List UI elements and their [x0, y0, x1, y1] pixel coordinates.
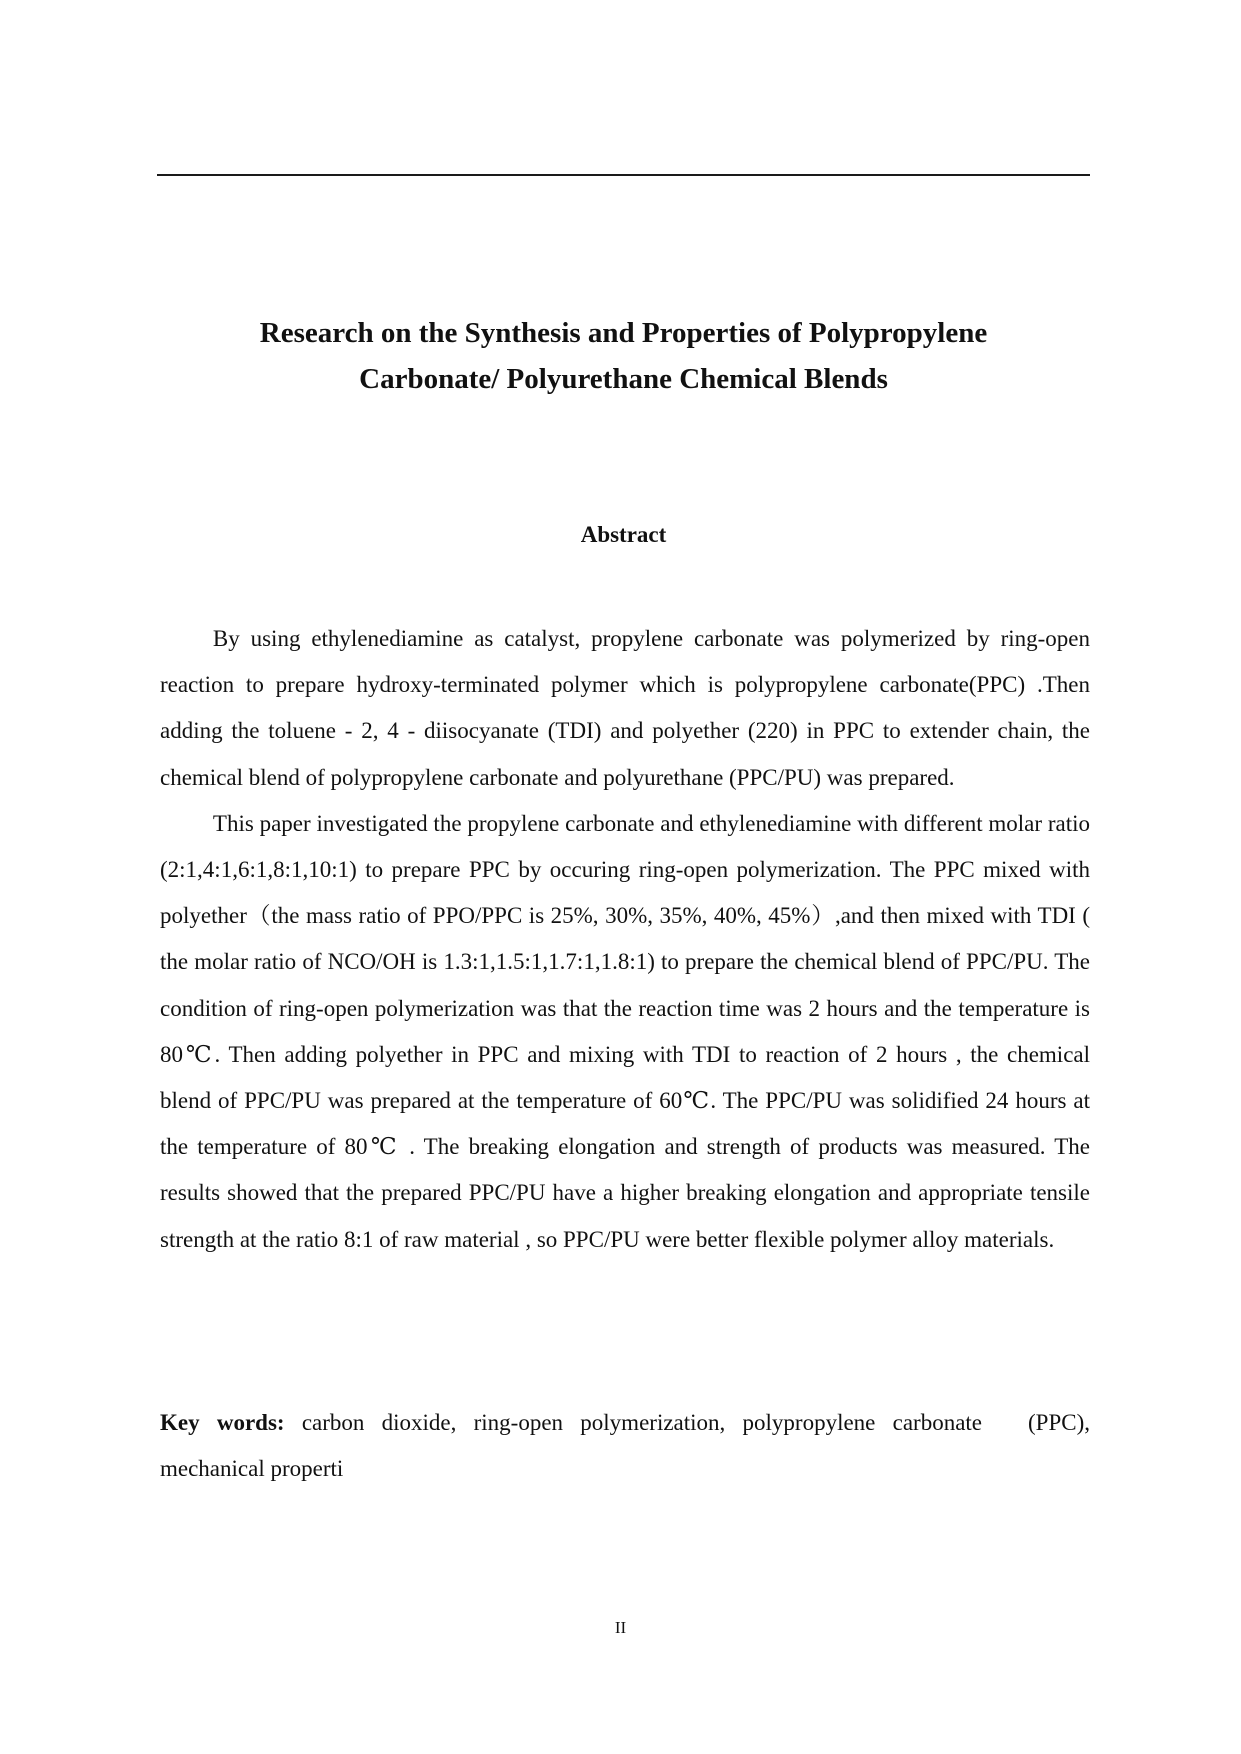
title-line-1: Research on the Synthesis and Properties of Polypropylene — [259, 317, 988, 349]
keywords-text: carbon dioxide, ring-open polymerization, polypropylene carbonate (PPC), mechanical properti — [160, 1410, 1090, 1481]
abstract-paragraph-1: By using ethylenediamine as catalyst, propylene carbonate was polymerized by ring-open reaction to prepare hydroxy-terminated polymer which is polypropylene carbonate(PPC) .Then adding the toluene - 2, 4 - diisocyanate (TDI) and polyether (220) in PPC to extender chain, the chemical blend of polypropylene carbonate and polyurethane (PPC/PU) was prepared. — [160, 626, 1090, 790]
abstract-paragraph-2: This paper investigated the propylene carbonate and ethylenediamine with different molar ratio (2:1,4:1,6:1,8:1,10:1) to prepare PPC by occuring ring-open polymerization. The PPC mixed with polyether（the mass ratio of PPO/PPC is 25%, 30%, 35%, 40%, 45%）,and then mixed with TDI ( the molar ratio of NCO/OH is 1.3:1,1.5:1,1.7:1,1.8:1) to prepare the chemical blend of PPC/PU. The condition of ring-open polymerization was that the reaction time was 2 hours and the temperature is 80℃. Then adding polyether in PPC and mixing with TDI to reaction of 2 hours , the chemical blend of PPC/PU was prepared at the temperature of 60℃. The PPC/PU was solidified 24 hours at the temperature of 80℃ . The breaking elongation and strength of products was measured. The results showed that the prepared PPC/PU have a higher breaking elongation and appropriate tensile strength at the ratio 8:1 of raw material , so PPC/PU were better flexible polymer alloy materials. — [160, 810, 1090, 1252]
keywords-label: Key words: — [160, 1410, 285, 1435]
keywords — [160, 1400, 1090, 1492]
abstract-body — [160, 616, 1090, 1263]
abstract-heading: Abstract — [580, 522, 667, 547]
page-number: II — [614, 1618, 627, 1637]
title-line-2: Carbonate/ Polyurethane Chemical Blends — [359, 363, 888, 395]
paper-title — [157, 310, 1090, 402]
header-rule — [157, 174, 1090, 176]
